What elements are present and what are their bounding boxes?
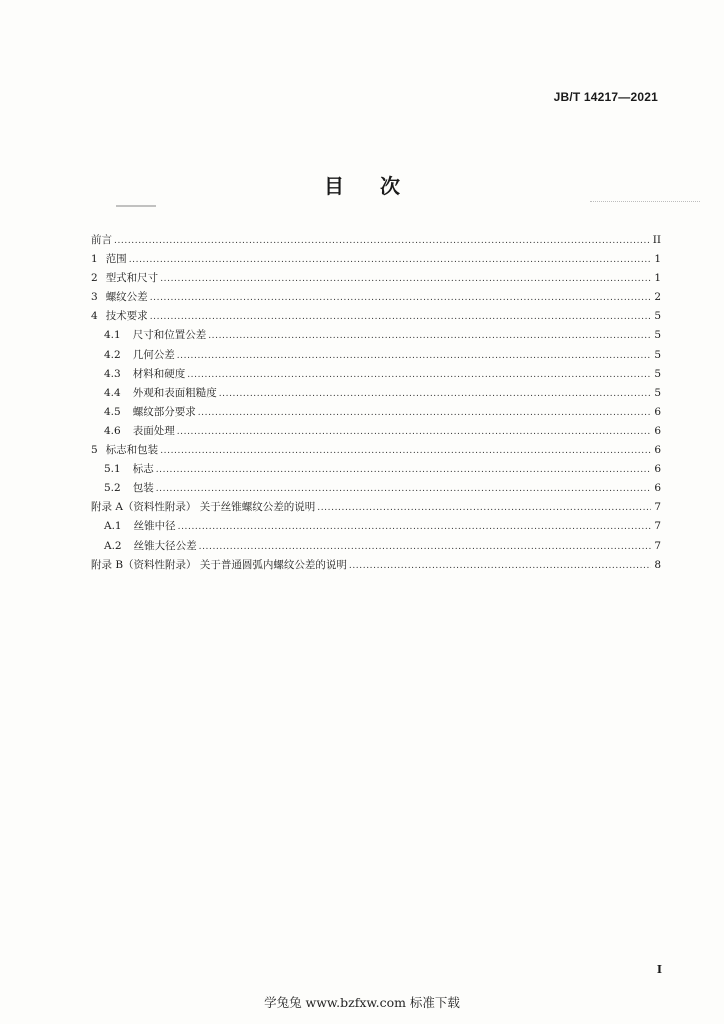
toc-entry-number: 1 — [91, 253, 98, 266]
toc-entry[interactable] — [91, 422, 661, 441]
toc-entry[interactable] — [91, 441, 661, 460]
toc-leader-dots — [317, 499, 651, 518]
toc-entry-page: 5 — [654, 386, 661, 399]
toc-entry[interactable] — [91, 556, 661, 575]
toc-entry[interactable] — [91, 307, 661, 326]
toc-entry-label: 材料和硬度 — [132, 367, 186, 380]
toc-entry-label: 尺寸和位置公差 — [132, 329, 207, 342]
toc-entry[interactable] — [91, 498, 661, 517]
page-number: I — [656, 963, 662, 976]
toc-entry-label: 前言 — [91, 234, 112, 246]
standard-code: JB/T 14217—2021 — [553, 90, 658, 104]
toc-entry-label: 螺纹公差 — [105, 291, 148, 304]
toc-leader-dots — [177, 347, 651, 366]
toc-entry[interactable] — [91, 231, 661, 250]
toc-entry-label: 附录 B（资料性附录） 关于普通圆弧内螺纹公差的说明 — [91, 558, 347, 571]
toc-leader-dots — [219, 385, 651, 404]
toc-entry[interactable] — [91, 346, 661, 365]
toc-entry-page: 5 — [654, 348, 661, 361]
toc-entry-label: 标志 — [132, 463, 154, 476]
toc-entry-page: 7 — [654, 520, 661, 533]
toc-entry-label: 型式和尺寸 — [105, 272, 159, 285]
toc-entry-page: 1 — [654, 253, 661, 266]
toc-leader-dots — [160, 442, 651, 461]
toc-leader-dots — [208, 327, 651, 346]
toc-entry-number: 5 — [91, 444, 98, 457]
toc-entry-page: 7 — [654, 501, 661, 514]
toc-leader-dots — [150, 308, 651, 327]
scan-artifact-dots — [590, 201, 700, 203]
toc-entry-label: 丝锥大径公差 — [133, 539, 197, 552]
toc-leader-dots — [156, 461, 651, 480]
toc-entry-number: A.1 — [104, 520, 122, 533]
toc-entry-page: 5 — [654, 367, 661, 380]
toc-entry[interactable] — [91, 365, 661, 384]
toc-entry[interactable] — [91, 384, 661, 403]
toc-entry-number: 4.2 — [104, 348, 121, 361]
toc-leader-dots — [199, 538, 651, 557]
toc-entry-number: 5.1 — [104, 463, 121, 476]
toc-leader-dots — [187, 366, 651, 385]
toc-entry-page: 6 — [654, 405, 661, 418]
toc-entry[interactable] — [91, 250, 661, 269]
toc-entry-page: 5 — [654, 329, 661, 342]
toc-entry-label: 螺纹部分要求 — [132, 405, 196, 418]
toc-entry-page: 6 — [654, 444, 661, 457]
toc-entry-page: 6 — [654, 482, 661, 495]
toc-entry-number: 4.6 — [104, 424, 121, 437]
toc-entry-label: 表面处理 — [132, 424, 175, 437]
toc-entry-page: 5 — [654, 310, 661, 323]
toc-entry-page: 2 — [654, 291, 661, 304]
toc-entry[interactable] — [91, 479, 661, 498]
toc-entry-label: 标志和包装 — [105, 444, 159, 457]
toc-entry-label: 包装 — [132, 482, 154, 495]
toc-entry-label: 几何公差 — [132, 348, 175, 361]
toc-entry-number: 5.2 — [104, 482, 121, 495]
toc-entry-page: 1 — [654, 272, 661, 285]
toc-leader-dots — [349, 557, 651, 576]
toc-entry-number: 3 — [91, 291, 98, 304]
toc-entry-label: 外观和表面粗糙度 — [132, 386, 217, 399]
page-title — [0, 170, 724, 199]
toc-entry-number: 4.1 — [104, 329, 121, 342]
table-of-contents — [91, 231, 661, 575]
toc-entry[interactable] — [91, 517, 661, 536]
toc-entry-number: 2 — [91, 272, 98, 285]
toc-entry[interactable] — [91, 269, 661, 288]
toc-leader-dots — [178, 518, 651, 537]
toc-entry-page: II — [652, 234, 661, 246]
toc-entry[interactable] — [91, 326, 661, 345]
toc-entry-number: 4 — [91, 310, 98, 323]
toc-entry[interactable] — [91, 288, 661, 307]
toc-entry-number: 4.3 — [104, 367, 121, 380]
toc-entry[interactable] — [91, 460, 661, 479]
toc-leader-dots — [114, 232, 651, 251]
toc-entry[interactable] — [91, 403, 661, 422]
toc-entry[interactable] — [91, 537, 661, 556]
toc-entry-label: 附录 A（资料性附录） 关于丝锥螺纹公差的说明 — [91, 501, 316, 514]
toc-entry-page: 7 — [654, 539, 661, 552]
toc-leader-dots — [198, 404, 651, 423]
toc-leader-dots — [129, 251, 651, 270]
toc-leader-dots — [156, 480, 651, 499]
toc-leader-dots — [160, 270, 651, 289]
title-char-1: 目 — [324, 174, 344, 198]
toc-leader-dots — [150, 289, 651, 308]
toc-entry-page: 8 — [654, 558, 661, 571]
toc-entry-page: 6 — [654, 463, 661, 476]
toc-entry-label: 范围 — [105, 253, 127, 266]
toc-entry-number: 4.5 — [104, 405, 121, 418]
toc-entry-label: 丝锥中径 — [133, 520, 176, 533]
title-char-2: 次 — [380, 174, 400, 198]
toc-entry-number: 4.4 — [104, 386, 121, 399]
toc-leader-dots — [177, 423, 651, 442]
footer-watermark: 学兔兔 www.bzfxw.com 标准下载 — [264, 995, 460, 1010]
toc-entry-label: 技术要求 — [105, 310, 148, 323]
toc-entry-page: 6 — [654, 424, 661, 437]
scan-artifact — [116, 205, 156, 207]
toc-entry-number: A.2 — [104, 539, 122, 552]
